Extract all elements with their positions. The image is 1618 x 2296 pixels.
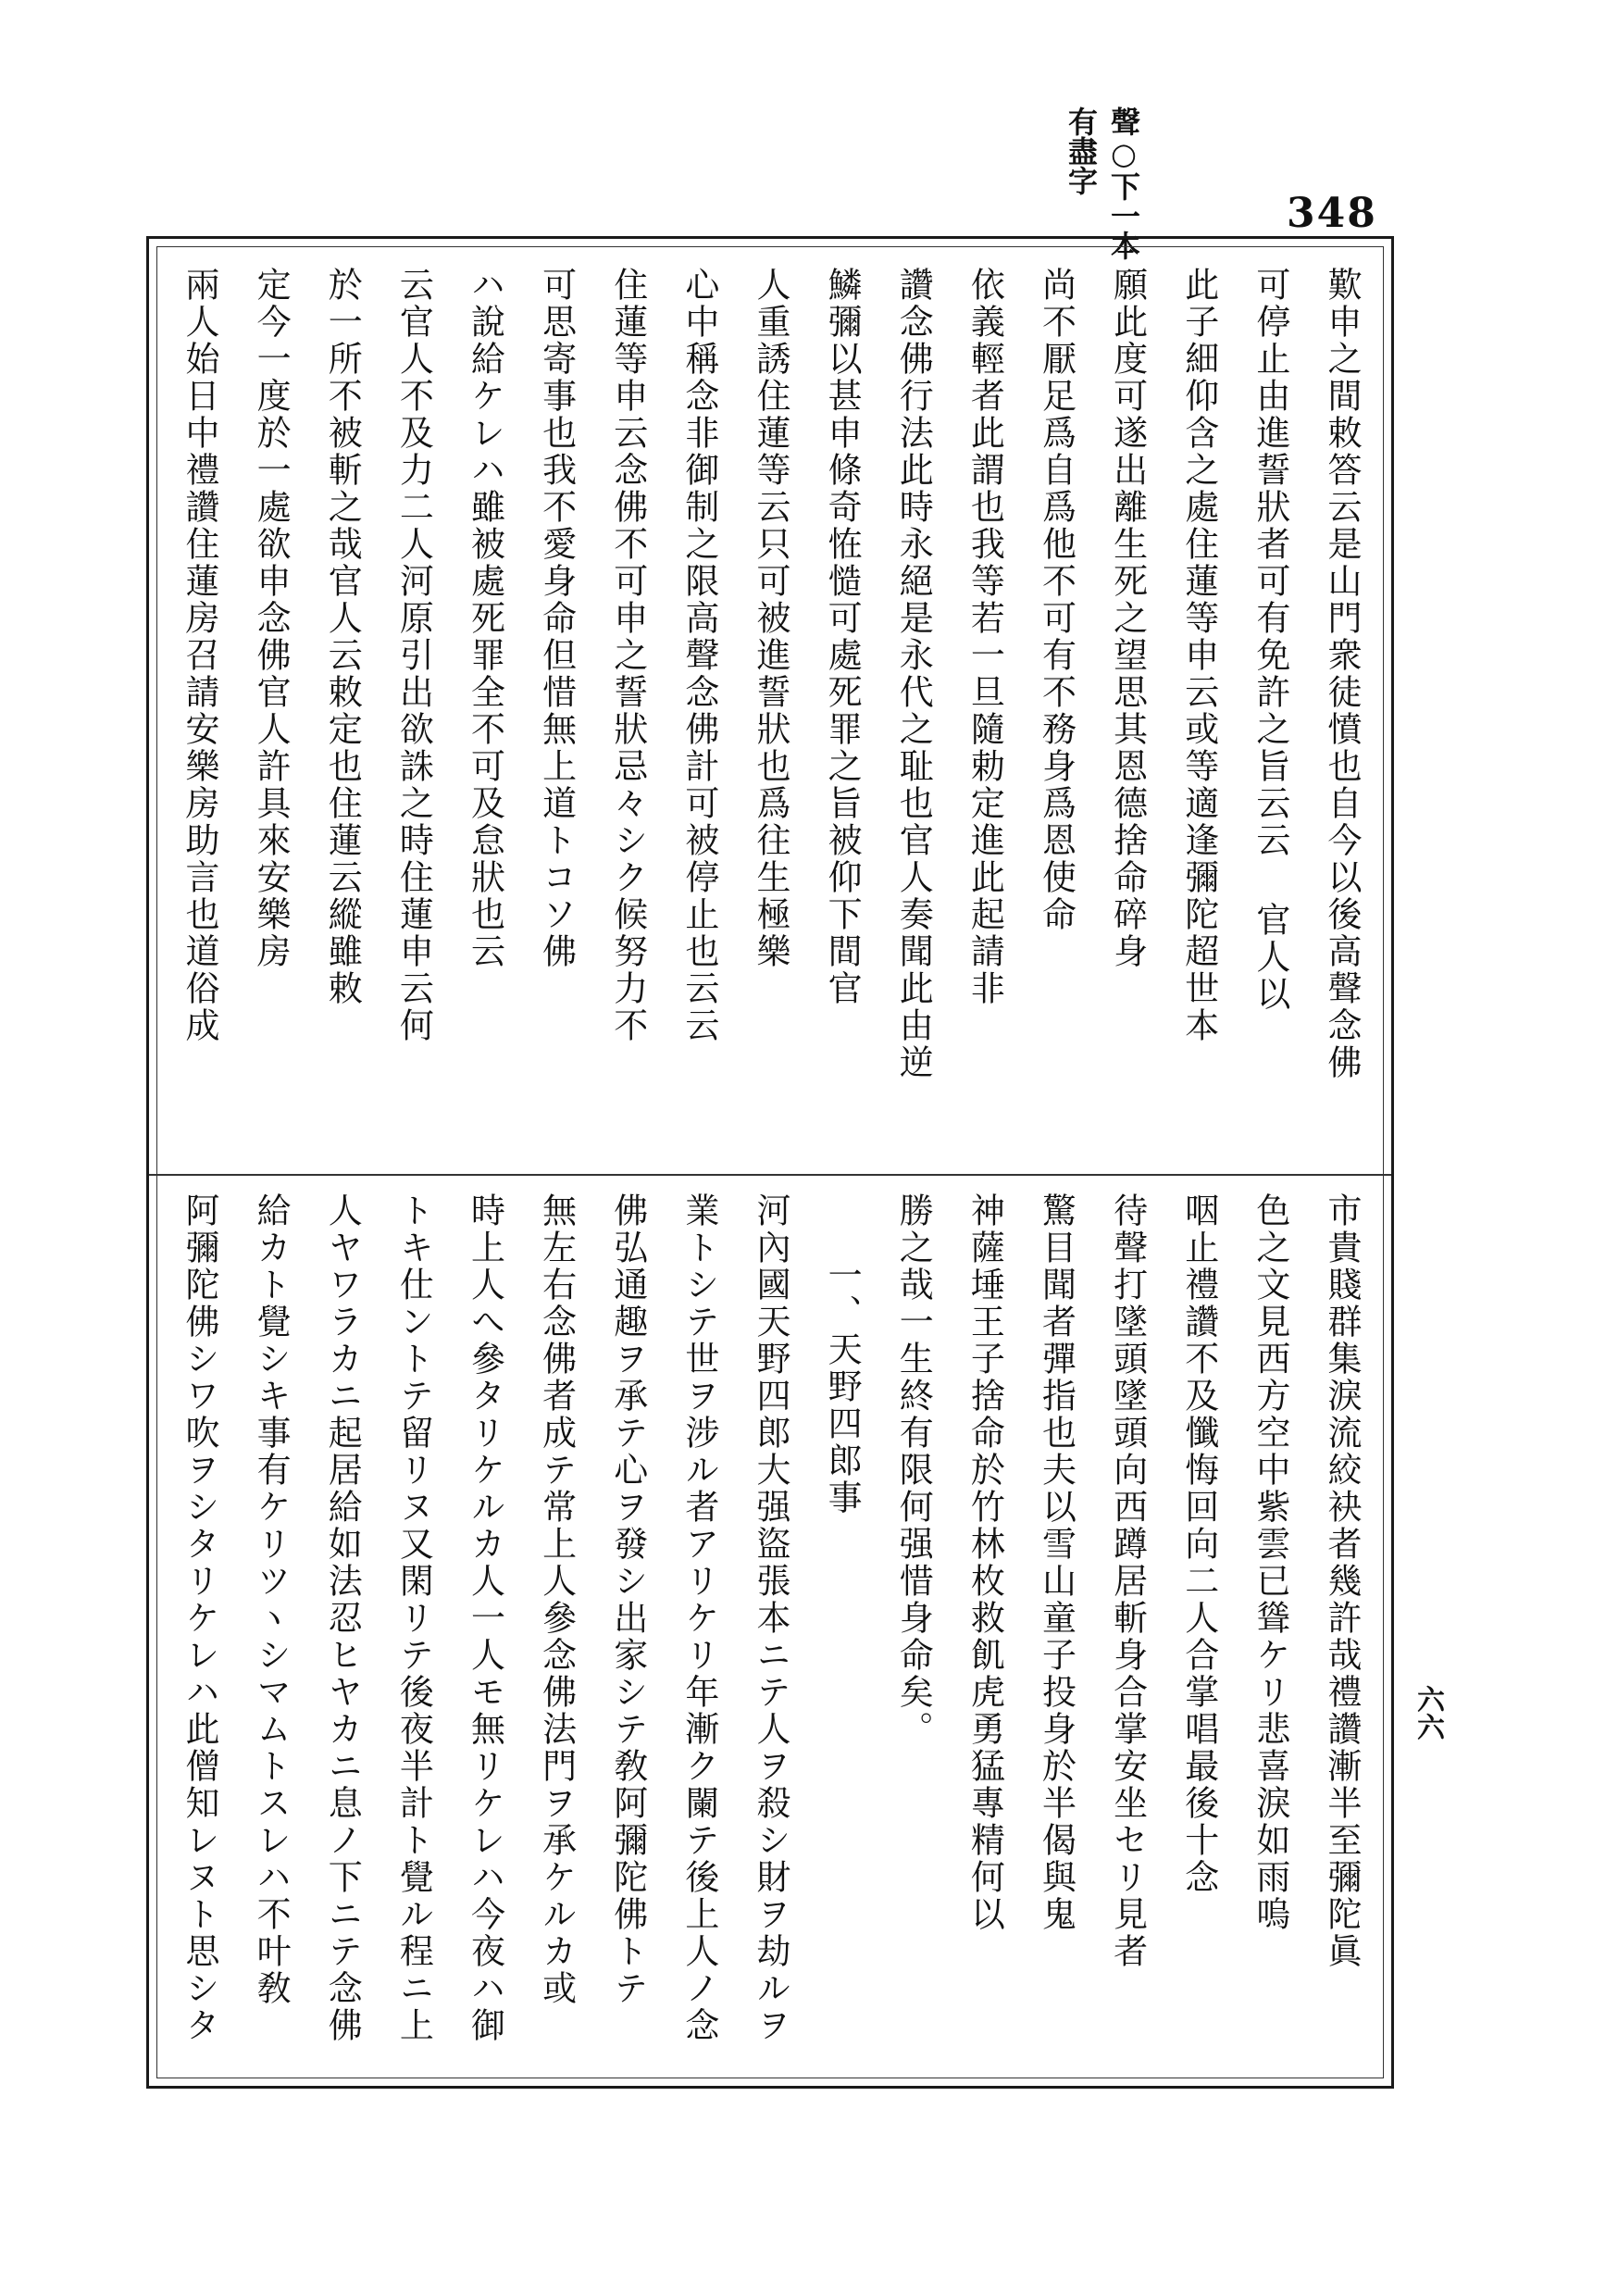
text-column: 業トシテ世ヲ涉ル者アリケリ年漸ク闌テ後上人ノ念 xyxy=(678,1192,719,2044)
text-column: 兩人始日中禮讚住蓮房召請安樂房助言也道俗成 xyxy=(180,267,219,1044)
text-column: 佛弘通趣ヲ承テ心ヲ發シ出家シテ敎阿彌陀佛トテ xyxy=(607,1192,648,2007)
upper-text-block xyxy=(169,267,1371,1155)
text-column: 願此度可遂出離生死之望思其恩德捨命碎身 xyxy=(1107,267,1148,970)
text-column: 定今一度於一處欲申念佛官人許具來安樂房 xyxy=(251,267,292,970)
lower-text-block xyxy=(169,1192,1371,2067)
text-column: 勝之哉一生終有限何强惜身命矣。 xyxy=(893,1192,934,1748)
text-column: 給カト覺シキ事有ケリツヽシマムトスレハ不叶敎 xyxy=(251,1192,292,2007)
text-column: 人重誘住蓮等云只可被進誓狀也爲往生極樂 xyxy=(751,267,790,970)
text-column: 於一所不被斬之哉官人云敕定也住蓮云縱雖敕 xyxy=(322,267,363,1007)
text-column: 時上人へ參タリケルカ人一人モ無リケレハ今夜ハ御 xyxy=(465,1192,505,2044)
text-column: トキ仕ントテ留リヌ又閑リテ後夜半計ト覺ル程ニ上 xyxy=(393,1192,434,2044)
section-heading: 一、天野四郎事 xyxy=(822,1257,863,1516)
text-column: 人ヤワラカニ起居給如法忍ヒヤカニ息ノ下ニテ念佛 xyxy=(322,1192,363,2044)
text-column: 歎申之間敕答云是山門衆徒憤也自今以後高聲念佛 xyxy=(1322,267,1362,1081)
text-column: 河內國天野四郎大强盜張本ニテ人ヲ殺シ財ヲ劫ルヲ xyxy=(751,1192,790,2044)
text-column: 尚不厭足爲自爲他不可有不務身爲恩使命 xyxy=(1036,267,1077,933)
text-column: 色之文見西方空中紫雲已聳ケリ悲喜淚如雨嗚 xyxy=(1250,1192,1290,1933)
text-column: 無左右念佛者成テ常上人參念佛法門ヲ承ケルカ或 xyxy=(536,1192,577,2007)
text-column: 云官人不及力二人河原引出欲誅之時住蓮申云何 xyxy=(393,267,434,1044)
text-column: 住蓮等申云念佛不可申之誓狀忌々シク候努力不 xyxy=(607,267,648,1044)
text-column: 待聲打墜頭墜頭向西蹲居斬身合掌安坐セリ見者 xyxy=(1107,1192,1148,1970)
headnote xyxy=(1063,106,1142,260)
folio-mark: 六六 xyxy=(1412,1685,1444,1741)
section-divider xyxy=(149,1174,1391,1176)
text-column: 驚目聞者彈指也夫以雪山童子投身於半偈與鬼 xyxy=(1036,1192,1077,1933)
text-column: 依義輕者此謂也我等若一旦隨勅定進此起請非 xyxy=(965,267,1005,1007)
headnote-line: 聲○下一本 xyxy=(1106,106,1141,260)
text-column: 神薩埵王子捨命於竹林枚救飢虎勇猛專精何以 xyxy=(965,1192,1005,1933)
text-column: 市貴賤群集淚流絞袂者幾許哉禮讚漸半至彌陀眞 xyxy=(1322,1192,1362,1970)
text-column: 可停止由進誓狀者可有免許之旨云云 官人以 xyxy=(1250,267,1290,1013)
text-column: 讚念佛行法此時永絕是永代之耻也官人奏聞此由逆 xyxy=(893,267,934,1081)
text-column: 鱗彌以甚申條奇恠慥可處死罪之旨被仰下間官 xyxy=(822,267,863,1007)
text-frame xyxy=(146,236,1394,2089)
text-column: 可思寄事也我不愛身命但惜無上道トコソ佛 xyxy=(536,267,577,970)
text-column: 此子細仰含之處住蓮等申云或等適逢彌陀超世本 xyxy=(1178,267,1219,1044)
text-column: 咽止禮讚不及懺悔回向二人合掌唱最後十念 xyxy=(1178,1192,1219,1896)
text-column: ハ說給ケレハ雖被處死罪全不可及怠狀也云 xyxy=(465,267,505,970)
text-column: 心中稱念非御制之限高聲念佛計可被停止也云云 xyxy=(678,267,719,1044)
page-number: 348 xyxy=(1287,190,1377,237)
headnote-line: 有盡字 xyxy=(1064,106,1099,195)
text-column: 阿彌陀佛シワ吹ヲシタリケレハ此僧知レヌト思シタ xyxy=(180,1192,219,2044)
